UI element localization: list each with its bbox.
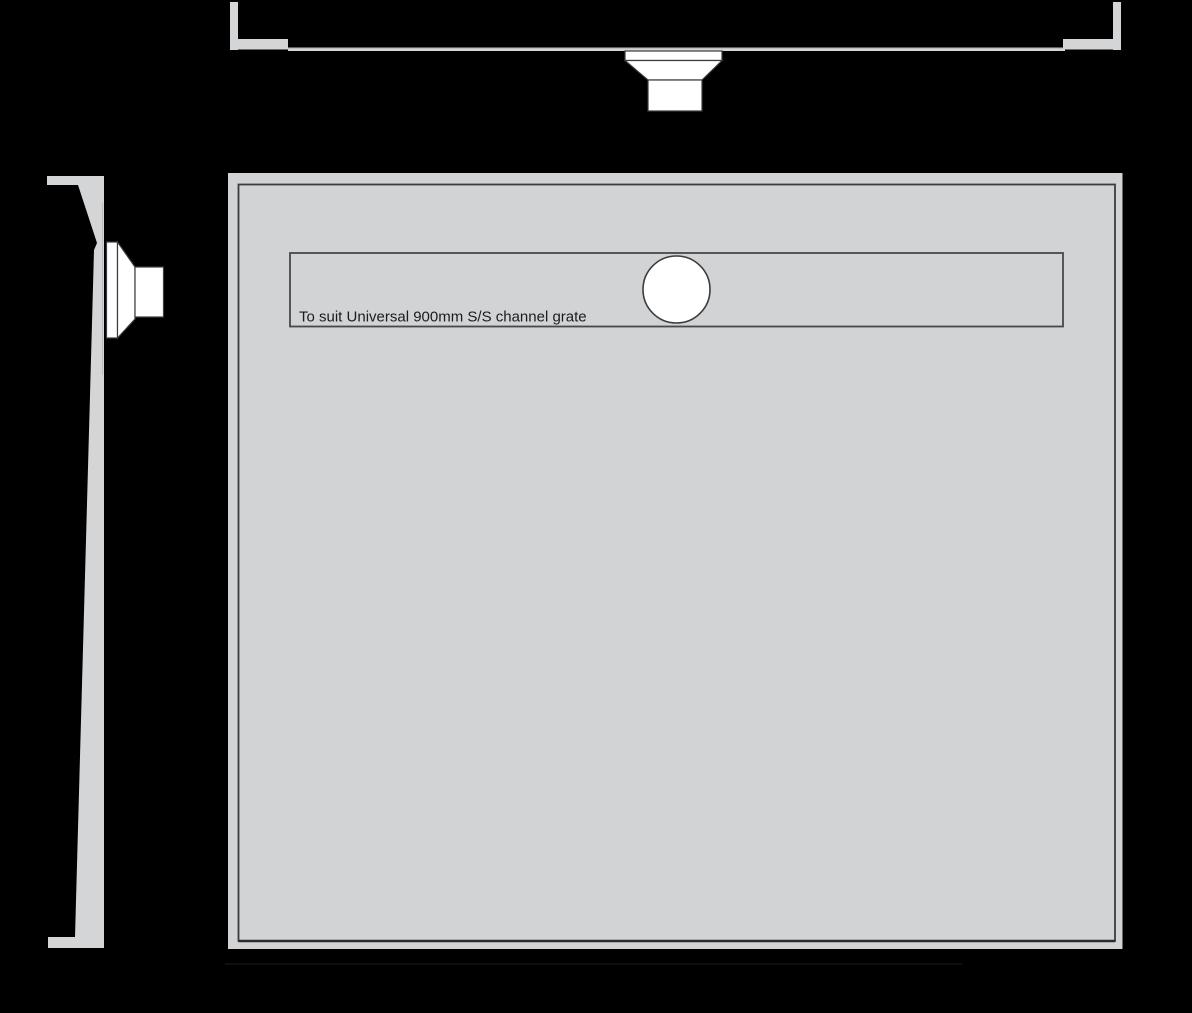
channel-grate-label: To suit Universal 900mm S/S channel grate — [299, 308, 587, 326]
front-left-flange — [238, 39, 288, 50]
plan-view — [228, 173, 1123, 949]
front-left-upstand — [230, 2, 238, 50]
front-waste-spout — [648, 80, 702, 111]
side-waste-flange — [107, 242, 118, 338]
front-right-upstand — [1113, 2, 1121, 50]
front-right-flange — [1063, 39, 1113, 50]
plan-waste-hole — [643, 256, 710, 323]
front-waste-flange — [625, 51, 722, 61]
side-waste-spout — [135, 267, 164, 317]
